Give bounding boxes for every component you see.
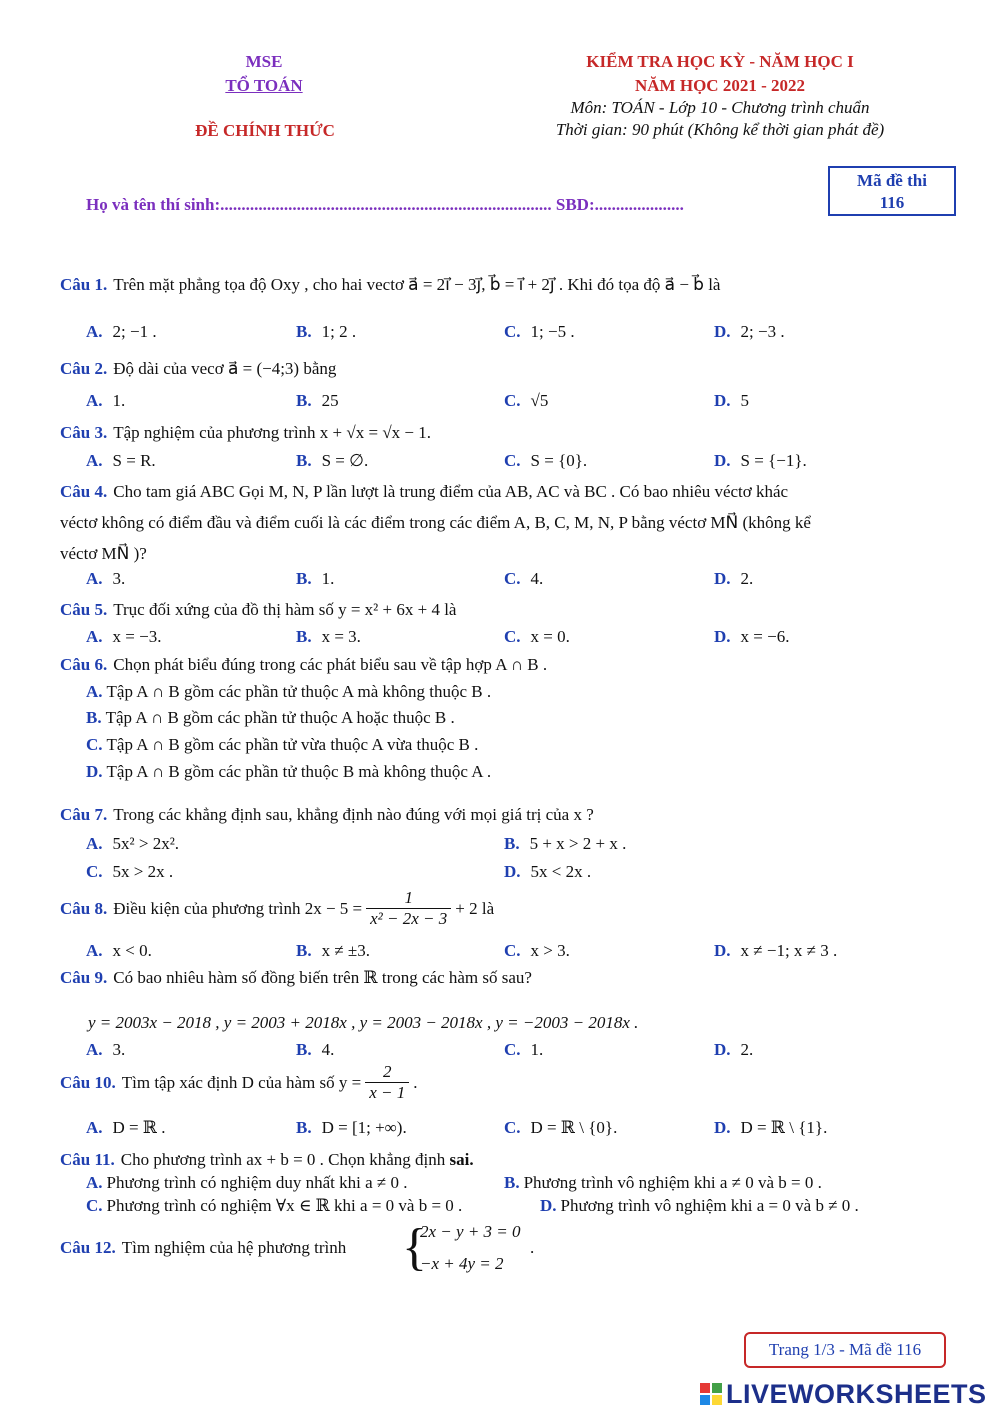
q4-option-b[interactable]: B. 1.	[296, 569, 335, 588]
page-footer: Trang 1/3 - Mã đề 116	[744, 1332, 946, 1368]
department-name: TỔ TOÁN	[225, 76, 303, 95]
q6-option-c[interactable]: C. Tập A ∩ B gồm các phần tử vừa thuộc A vừa thuộc B .	[86, 735, 479, 754]
q6-option-a[interactable]: A. Tập A ∩ B gồm các phần tử thuộc A mà không thuộc B .	[86, 682, 492, 701]
question-9: Câu 9. Có bao nhiêu hàm số đồng biến trên ℝ trong các hàm số sau?	[60, 968, 532, 987]
q11-option-c[interactable]: C. Phương trình có nghiệm ∀x ∈ ℝ khi a = 0 và b = 0 .	[86, 1196, 463, 1215]
question-4-line-3: véctơ MN⃗ )?	[60, 544, 147, 563]
q4-option-c[interactable]: C. 4.	[504, 569, 544, 588]
q9-option-b[interactable]: B. 4.	[296, 1040, 335, 1059]
question-7: Câu 7. Trong các khẳng định sau, khẳng định nào đúng với mọi giá trị của x ?	[60, 805, 594, 824]
q7-option-a[interactable]: A. 5x² > 2x².	[86, 834, 180, 853]
exam-year: NĂM HỌC 2021 - 2022	[635, 76, 805, 95]
q4-option-a[interactable]: A. 3.	[86, 569, 126, 588]
q3-option-d[interactable]: D. S = {−1}.	[714, 451, 807, 470]
q5-option-d[interactable]: D. x = −6.	[714, 627, 790, 646]
q9-option-a[interactable]: A. 3.	[86, 1040, 126, 1059]
question-4-line-2: véctơ không có điểm đầu và điểm cuối là các điểm trong các điểm A, B, C, M, N, P bằng véctơ MN⃗ (không kể	[60, 513, 811, 532]
school-name: MSE	[245, 52, 283, 71]
q5-option-a[interactable]: A. x = −3.	[86, 627, 162, 646]
question-2: Câu 2. Độ dài của vecơ a⃗ = (−4;3) bằng	[60, 359, 337, 378]
q6-option-d[interactable]: D. Tập A ∩ B gồm các phần tử thuộc B mà không thuộc A .	[86, 762, 492, 781]
q1-option-a[interactable]: A. 2; −1 .	[86, 322, 157, 341]
exam-title: KIỂM TRA HỌC KỲ - NĂM HỌC I	[586, 52, 854, 71]
question-5: Câu 5. Trục đối xứng của đồ thị hàm số y = x² + 6x + 4 là	[60, 600, 457, 619]
question-8: Câu 8. Điều kiện của phương trình 2x − 5 = $\frac{1}{\text{x² − 2x − 3}}$ + 2 là	[60, 888, 495, 928]
q3-option-c[interactable]: C. S = {0}.	[504, 451, 588, 470]
q6-option-b[interactable]: B. Tập A ∩ B gồm các phần tử thuộc A hoặc thuộc B .	[86, 708, 455, 727]
question-4: Câu 4. Cho tam giá ABC Gọi M, N, P lần lượt là trung điểm của AB, AC và BC . Có bao nhiêu véctơ khác	[60, 482, 789, 501]
q2-option-a[interactable]: A. 1.	[86, 391, 126, 410]
q8-option-c[interactable]: C. x > 3.	[504, 941, 570, 960]
q2-option-d[interactable]: D. 5	[714, 391, 750, 410]
question-3: Câu 3. Tập nghiệm của phương trình x + √x = √x − 1.	[60, 423, 431, 442]
q2-option-b[interactable]: B. 25	[296, 391, 339, 410]
question-6: Câu 6. Chọn phát biểu đúng trong các phát biểu sau về tập hợp A ∩ B .	[60, 655, 548, 674]
exam-code-box	[828, 166, 956, 216]
official-label: ĐỀ CHÍNH THỨC	[195, 121, 335, 140]
q7-option-b[interactable]: B. 5 + x > 2 + x .	[504, 834, 627, 853]
brand-name: LIVEWORKSHEETS	[726, 1378, 987, 1409]
student-info-line[interactable]: Họ và tên thí sinh:.............................................................................. SBD:.....................	[86, 195, 684, 214]
exam-time: Thời gian: 90 phút (Không kể thời gian phát đề)	[555, 120, 885, 139]
q5-option-b[interactable]: B. x = 3.	[296, 627, 361, 646]
q10-option-a[interactable]: A. D = ℝ .	[86, 1118, 166, 1137]
question-12: Câu 12. Tìm nghiệm của hệ phương trình	[60, 1238, 347, 1257]
q1-option-c[interactable]: C. 1; −5 .	[504, 322, 575, 341]
question-text: Trên mặt phẳng tọa độ Oxy , cho hai vectơ a⃗ = 2i⃗ − 3j⃗, b⃗ = i⃗ + 2j⃗ . Khi đó tọa độ a⃗ − b⃗ là	[113, 275, 721, 294]
q1-option-d[interactable]: D. 2; −3 .	[714, 322, 785, 341]
q1-option-b[interactable]: B. 1; 2 .	[296, 322, 357, 341]
system-equation-2: −x + 4y = 2	[420, 1254, 504, 1273]
system-equation-1: 2x − y + 3 = 0	[420, 1222, 521, 1241]
q11-option-a[interactable]: A. Phương trình có nghiệm duy nhất khi a ≠ 0 .	[86, 1173, 408, 1192]
fraction: $\frac{2}{x - 1}$	[365, 1062, 409, 1103]
q7-option-c[interactable]: C. 5x > 2x .	[86, 862, 174, 881]
brand-icon	[700, 1383, 722, 1405]
q9-option-d[interactable]: D. 2.	[714, 1040, 754, 1059]
q10-option-d[interactable]: D. D = ℝ \ {1}.	[714, 1118, 828, 1137]
exam-code-value: 116	[879, 193, 905, 212]
q10-option-c[interactable]: C. D = ℝ \ {0}.	[504, 1118, 618, 1137]
exam-subject: Môn: TOÁN - Lớp 10 - Chương trình chuẩn	[570, 98, 870, 117]
q9-option-c[interactable]: C. 1.	[504, 1040, 544, 1059]
q4-option-d[interactable]: D. 2.	[714, 569, 754, 588]
q3-option-a[interactable]: A. S = R.	[86, 451, 156, 470]
q10-option-b[interactable]: B. D = [1; +∞).	[296, 1118, 407, 1137]
q11-option-d[interactable]: D. Phương trình vô nghiệm khi a = 0 và b ≠ 0 .	[540, 1196, 859, 1215]
q2-option-c[interactable]: C. √5	[504, 391, 549, 410]
q8-option-a[interactable]: A. x < 0.	[86, 941, 152, 960]
exam-code-label: Mã đề thi	[857, 171, 927, 190]
q3-option-b[interactable]: B. S = ∅.	[296, 451, 369, 470]
question-1	[60, 275, 720, 295]
q8-option-d[interactable]: D. x ≠ −1; x ≠ 3 .	[714, 941, 838, 960]
brand-logo	[700, 1378, 987, 1410]
q5-option-c[interactable]: C. x = 0.	[504, 627, 570, 646]
q8-option-b[interactable]: B. x ≠ ±3.	[296, 941, 371, 960]
question-label: Câu 1.	[60, 275, 108, 294]
system-period: .	[530, 1238, 535, 1257]
fraction: $\frac{1}{\text{x² − 2x − 3}}$	[366, 888, 451, 929]
q7-option-d[interactable]: D. 5x < 2x .	[504, 862, 592, 881]
q11-option-b[interactable]: B. Phương trình vô nghiệm khi a ≠ 0 và b = 0 .	[504, 1173, 822, 1192]
question-10: Câu 10. Tìm tập xác định D của hàm số y = $\frac{2}{x - 1}$ .	[60, 1062, 418, 1102]
question-9-formula: y = 2003x − 2018 , y = 2003 + 2018x , y = 2003 − 2018x , y = −2003 − 2018x .	[88, 1013, 639, 1032]
question-11: Câu 11. Cho phương trình ax + b = 0 . Chọn khẳng định sai.	[60, 1150, 474, 1169]
system-brace: {	[402, 1219, 427, 1276]
